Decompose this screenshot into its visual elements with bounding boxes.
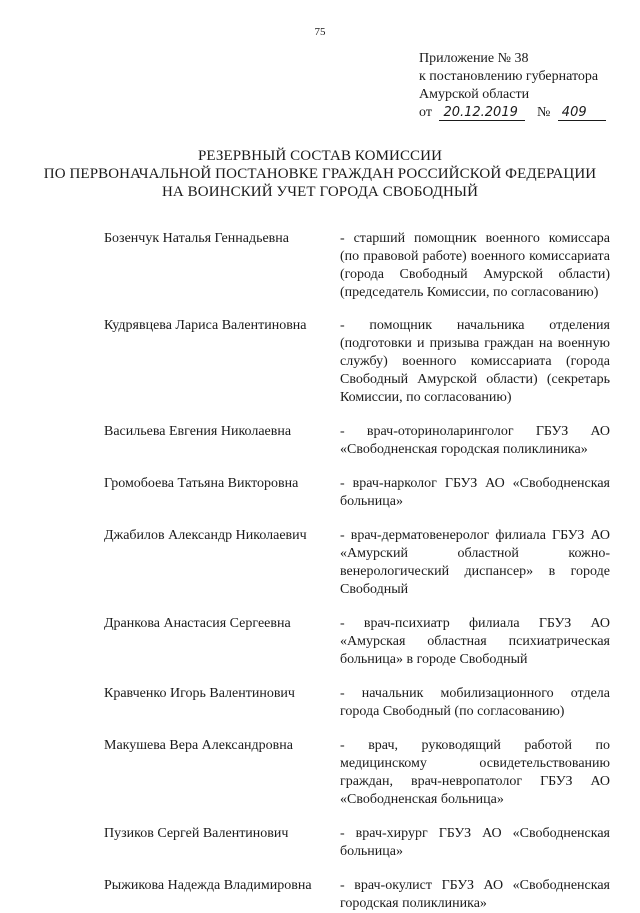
member-role: - старший помощник военного комиссара (по правовой работе) военного комиссариата (города Свободный Амурской области) (председатель Комиссии, по согласованию) — [340, 231, 610, 300]
member-name: Пузиков Сергей Валентинович — [104, 826, 289, 841]
member-role: - врач, руководящий работой по медицинскому освидетельствованию граждан, врач-невропатолог ГБУЗ АО «Свободненская больница» — [340, 738, 610, 807]
member-role: - врач-окулист ГБУЗ АО «Свободненская городская поликлиника» — [340, 878, 610, 911]
number-prefix: № — [536, 105, 551, 120]
member-row — [104, 423, 614, 459]
member-name: Джабилов Александр Николаевич — [104, 528, 307, 543]
member-name: Кудрявцева Лариса Валентиновна — [104, 318, 307, 333]
member-role: - врач-нарколог ГБУЗ АО «Свободненская больница» — [340, 476, 610, 509]
member-row — [104, 877, 614, 913]
member-role: - помощник начальника отделения (подготовки и призыва граждан на военную службу) военного комиссариата (города Свободный Амурской области) (секретарь Комиссии, по согласованию) — [340, 318, 610, 405]
member-row — [104, 230, 614, 302]
attachment-reference: к постановлению губернатора — [419, 69, 599, 84]
member-row — [104, 475, 614, 511]
member-role: - врач-оториноларинголог ГБУЗ АО «Свободненская городская поликлиника» — [340, 424, 610, 457]
member-name: Дранкова Анастасия Сергеевна — [104, 616, 291, 631]
member-role: - врач-дерматовенеролог филиала ГБУЗ АО «Амурский областной кожно-венерологический диспансер» в городе Свободный — [340, 528, 610, 597]
handwritten-date: 20.12.2019 — [439, 106, 525, 121]
member-name: Громобоева Татьяна Викторовна — [104, 476, 299, 491]
member-role: - начальник мобилизационного отдела города Свободный (по согласованию) — [340, 686, 610, 719]
member-name: Рыжикова Надежда Владимировна — [104, 878, 312, 893]
title-line-2: ПО ПЕРВОНАЧАЛЬНОЙ ПОСТАНОВКЕ ГРАЖДАН РОССИЙСКОЙ ФЕДЕРАЦИИ — [43, 166, 597, 182]
page-number: 75 — [314, 26, 326, 38]
document-title — [0, 147, 640, 201]
member-role: - врач-хирург ГБУЗ АО «Свободненская больница» — [340, 826, 610, 859]
member-name: Кравченко Игорь Валентинович — [104, 686, 295, 701]
attachment-region: Амурской области — [419, 87, 530, 102]
member-row — [104, 825, 614, 861]
title-line-3: НА ВОИНСКИЙ УЧЕТ ГОРОДА СВОБОДНЫЙ — [161, 184, 479, 200]
member-row — [104, 737, 614, 809]
title-line-1: РЕЗЕРВНЫЙ СОСТАВ КОМИССИИ — [197, 148, 443, 164]
attachment-title: Приложение № 38 — [419, 51, 529, 66]
member-row — [104, 527, 614, 599]
member-row — [104, 615, 614, 669]
member-row — [104, 685, 614, 721]
members-list — [104, 230, 614, 913]
member-name: Макушева Вера Александровна — [104, 738, 293, 753]
member-name: Бозенчук Наталья Геннадьевна — [104, 231, 289, 246]
member-name: Васильева Евгения Николаевна — [104, 424, 292, 439]
date-prefix: от — [419, 105, 432, 120]
attachment-block — [419, 50, 606, 122]
handwritten-number: 409 — [558, 106, 606, 121]
member-row — [104, 317, 614, 407]
member-role: - врач-психиатр филиала ГБУЗ АО «Амурская областная психиатрическая больница» в городе Свободный — [340, 616, 610, 667]
attachment-date-line — [419, 104, 606, 122]
